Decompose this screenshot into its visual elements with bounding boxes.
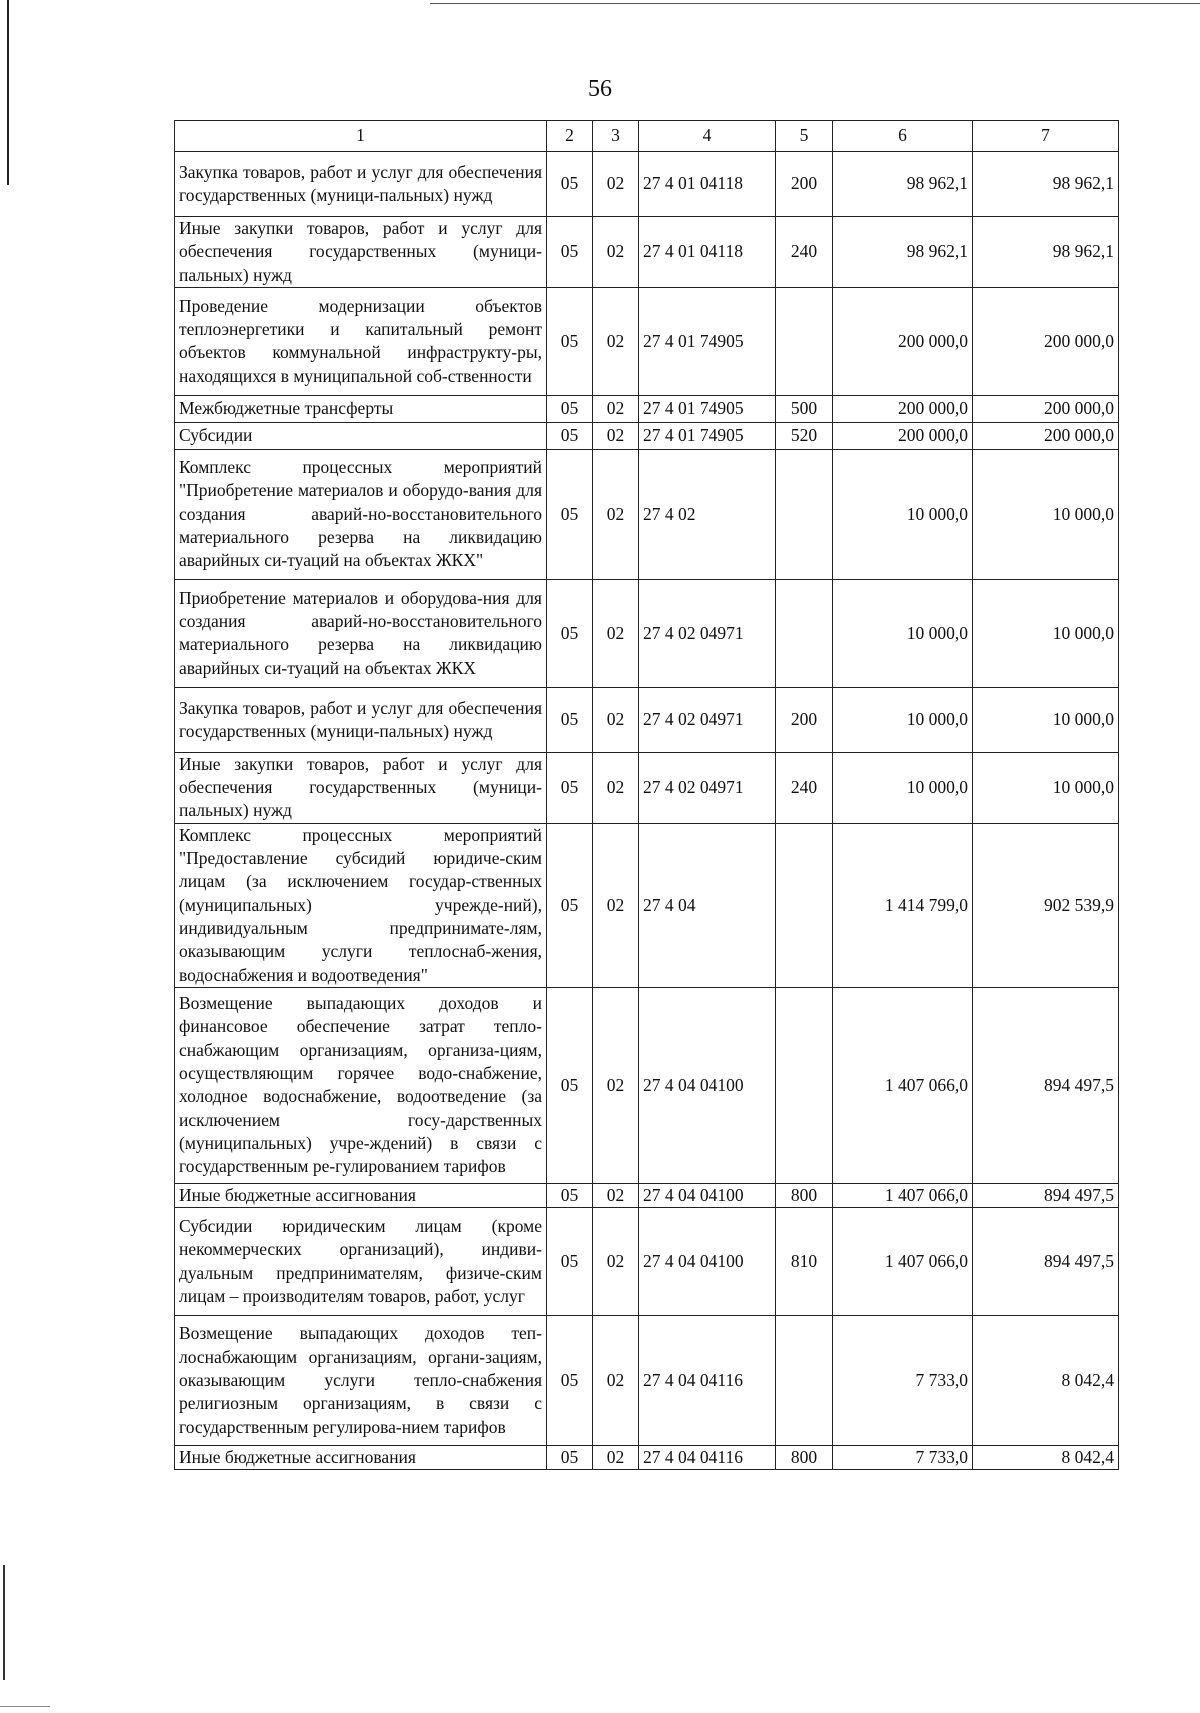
expense-type-code (776, 1316, 833, 1446)
row-name: Межбюджетные трансферты (175, 395, 547, 422)
target-article-code: 27 4 04 (639, 823, 776, 987)
target-article-code: 27 4 02 04971 (639, 579, 776, 687)
target-article-code: 27 4 02 04971 (639, 687, 776, 752)
budget-table (174, 120, 1119, 1470)
amount-column-7: 10 000,0 (973, 449, 1119, 579)
amount-column-6: 7 733,0 (833, 1446, 973, 1470)
page-number: 56 (588, 76, 612, 102)
amount-column-6: 1 407 066,0 (833, 1208, 973, 1316)
expense-type-code (776, 823, 833, 987)
subsection-code: 02 (593, 1316, 639, 1446)
section-code: 05 (547, 422, 593, 449)
table-row (175, 687, 1119, 752)
target-article-code: 27 4 01 74905 (639, 422, 776, 449)
amount-column-7: 200 000,0 (973, 395, 1119, 422)
row-name: Комплекс процессных мероприятий "Предоставление субсидий юридиче-ским лицам (за исключением государ-ственных (муниципальных) учрежде-ний), индивидуальным предпринимате-лям, оказывающим услуги теплоснаб-жения, водоснабжения и водоотведения" (175, 823, 547, 987)
expense-type-code: 200 (776, 152, 833, 217)
expense-type-code: 240 (776, 217, 833, 288)
section-code: 05 (547, 287, 593, 395)
amount-column-6: 10 000,0 (833, 579, 973, 687)
amount-column-7: 200 000,0 (973, 422, 1119, 449)
target-article-code: 27 4 04 04100 (639, 987, 776, 1183)
amount-column-6: 10 000,0 (833, 449, 973, 579)
subsection-code: 02 (593, 1208, 639, 1316)
subsection-code: 02 (593, 1183, 639, 1207)
amount-column-7: 200 000,0 (973, 287, 1119, 395)
scan-edge-line (430, 3, 1200, 4)
target-article-code: 27 4 01 04118 (639, 217, 776, 288)
amount-column-7: 98 962,1 (973, 217, 1119, 288)
column-header: 7 (973, 121, 1119, 152)
subsection-code: 02 (593, 823, 639, 987)
target-article-code: 27 4 04 04116 (639, 1316, 776, 1446)
row-name: Иные бюджетные ассигнования (175, 1183, 547, 1207)
subsection-code: 02 (593, 422, 639, 449)
amount-column-7: 8 042,4 (973, 1446, 1119, 1470)
column-header: 1 (175, 121, 547, 152)
subsection-code: 02 (593, 287, 639, 395)
column-header: 2 (547, 121, 593, 152)
table-row (175, 1208, 1119, 1316)
target-article-code: 27 4 04 04100 (639, 1183, 776, 1207)
amount-column-6: 200 000,0 (833, 395, 973, 422)
subsection-code: 02 (593, 987, 639, 1183)
table-row (175, 287, 1119, 395)
expense-type-code: 810 (776, 1208, 833, 1316)
subsection-code: 02 (593, 1446, 639, 1470)
column-header: 4 (639, 121, 776, 152)
row-name: Закупка товаров, работ и услуг для обеспечения государственных (муници-пальных) нужд (175, 152, 547, 217)
expense-type-code (776, 579, 833, 687)
amount-column-6: 200 000,0 (833, 287, 973, 395)
table-row (175, 1183, 1119, 1207)
row-name: Возмещение выпадающих доходов теп-лоснабжающим организациям, органи-зациям, оказывающим услуги тепло-снабжения религиозным организациям, в связи с государственным регулирова-нием тарифов (175, 1316, 547, 1446)
amount-column-7: 8 042,4 (973, 1316, 1119, 1446)
subsection-code: 02 (593, 579, 639, 687)
expense-type-code: 800 (776, 1446, 833, 1470)
section-code: 05 (547, 217, 593, 288)
row-name: Субсидии (175, 422, 547, 449)
amount-column-7: 10 000,0 (973, 687, 1119, 752)
expense-type-code: 240 (776, 752, 833, 823)
table-row (175, 1446, 1119, 1470)
expense-type-code (776, 287, 833, 395)
expense-type-code: 500 (776, 395, 833, 422)
section-code: 05 (547, 687, 593, 752)
amount-column-6: 1 407 066,0 (833, 1183, 973, 1207)
row-name: Проведение модернизации объектов теплоэнергетики и капитальный ремонт объектов коммунальной инфраструкту-ры, находящихся в муниципальной соб-ственности (175, 287, 547, 395)
subsection-code: 02 (593, 752, 639, 823)
expense-type-code (776, 449, 833, 579)
expense-type-code (776, 987, 833, 1183)
amount-column-6: 1 407 066,0 (833, 987, 973, 1183)
subsection-code: 02 (593, 687, 639, 752)
amount-column-6: 10 000,0 (833, 752, 973, 823)
row-name: Комплекс процессных мероприятий "Приобретение материалов и оборудо-вания для создания аварий-но-восстановительного материального резерва на ликвидацию аварийных си-туаций на объектах ЖКХ" (175, 449, 547, 579)
row-name: Иные закупки товаров, работ и услуг для обеспечения государственных (муници-пальных) нужд (175, 217, 547, 288)
expense-type-code: 800 (776, 1183, 833, 1207)
amount-column-6: 1 414 799,0 (833, 823, 973, 987)
amount-column-7: 902 539,9 (973, 823, 1119, 987)
amount-column-7: 894 497,5 (973, 987, 1119, 1183)
section-code: 05 (547, 1446, 593, 1470)
target-article-code: 27 4 01 74905 (639, 395, 776, 422)
scan-edge-line (3, 1565, 5, 1680)
amount-column-7: 98 962,1 (973, 152, 1119, 217)
amount-column-7: 10 000,0 (973, 579, 1119, 687)
amount-column-7: 10 000,0 (973, 752, 1119, 823)
row-name: Иные закупки товаров, работ и услуг для обеспечения государственных (муници-пальных) нужд (175, 752, 547, 823)
section-code: 05 (547, 752, 593, 823)
section-code: 05 (547, 1183, 593, 1207)
row-name: Закупка товаров, работ и услуг для обеспечения государственных (муници-пальных) нужд (175, 687, 547, 752)
target-article-code: 27 4 02 04971 (639, 752, 776, 823)
table-row (175, 987, 1119, 1183)
section-code: 05 (547, 395, 593, 422)
table-row (175, 449, 1119, 579)
table-row (175, 752, 1119, 823)
column-header: 5 (776, 121, 833, 152)
target-article-code: 27 4 01 04118 (639, 152, 776, 217)
amount-column-6: 98 962,1 (833, 152, 973, 217)
subsection-code: 02 (593, 449, 639, 579)
section-code: 05 (547, 152, 593, 217)
row-name: Приобретение материалов и оборудова-ния для создания аварий-но-восстановительного материального резерва на ликвидацию аварийных си-туаций на объектах ЖКХ (175, 579, 547, 687)
subsection-code: 02 (593, 152, 639, 217)
section-code: 05 (547, 823, 593, 987)
expense-type-code: 520 (776, 422, 833, 449)
table-row (175, 422, 1119, 449)
target-article-code: 27 4 04 04100 (639, 1208, 776, 1316)
row-name: Иные бюджетные ассигнования (175, 1446, 547, 1470)
amount-column-6: 98 962,1 (833, 217, 973, 288)
table-header-row (175, 121, 1119, 152)
target-article-code: 27 4 04 04116 (639, 1446, 776, 1470)
amount-column-6: 10 000,0 (833, 687, 973, 752)
target-article-code: 27 4 02 (639, 449, 776, 579)
subsection-code: 02 (593, 395, 639, 422)
table-row (175, 1316, 1119, 1446)
column-header: 6 (833, 121, 973, 152)
amount-column-7: 894 497,5 (973, 1208, 1119, 1316)
section-code: 05 (547, 449, 593, 579)
expense-type-code: 200 (776, 687, 833, 752)
section-code: 05 (547, 1316, 593, 1446)
amount-column-6: 7 733,0 (833, 1316, 973, 1446)
column-header: 3 (593, 121, 639, 152)
section-code: 05 (547, 579, 593, 687)
subsection-code: 02 (593, 217, 639, 288)
table-row (175, 823, 1119, 987)
table-row (175, 217, 1119, 288)
table-row (175, 152, 1119, 217)
table-row (175, 395, 1119, 422)
table-row (175, 579, 1119, 687)
amount-column-6: 200 000,0 (833, 422, 973, 449)
target-article-code: 27 4 01 74905 (639, 287, 776, 395)
row-name: Возмещение выпадающих доходов и финансовое обеспечение затрат тепло-снабжающим организациям, организа-циям, осуществляющим горячее водо-снабжение, холодное водоснабжение, водоотведение (за исключением госу-дарственных (муниципальных) учре-ждений) в связи с государственным ре-гулированием тарифов (175, 987, 547, 1183)
amount-column-7: 894 497,5 (973, 1183, 1119, 1207)
row-name: Субсидии юридическим лицам (кроме некоммерческих организаций), индиви-дуальным предпринимателям, физиче-ским лицам – производителям товаров, работ, услуг (175, 1208, 547, 1316)
section-code: 05 (547, 1208, 593, 1316)
scan-edge-line (0, 1706, 50, 1707)
section-code: 05 (547, 987, 593, 1183)
